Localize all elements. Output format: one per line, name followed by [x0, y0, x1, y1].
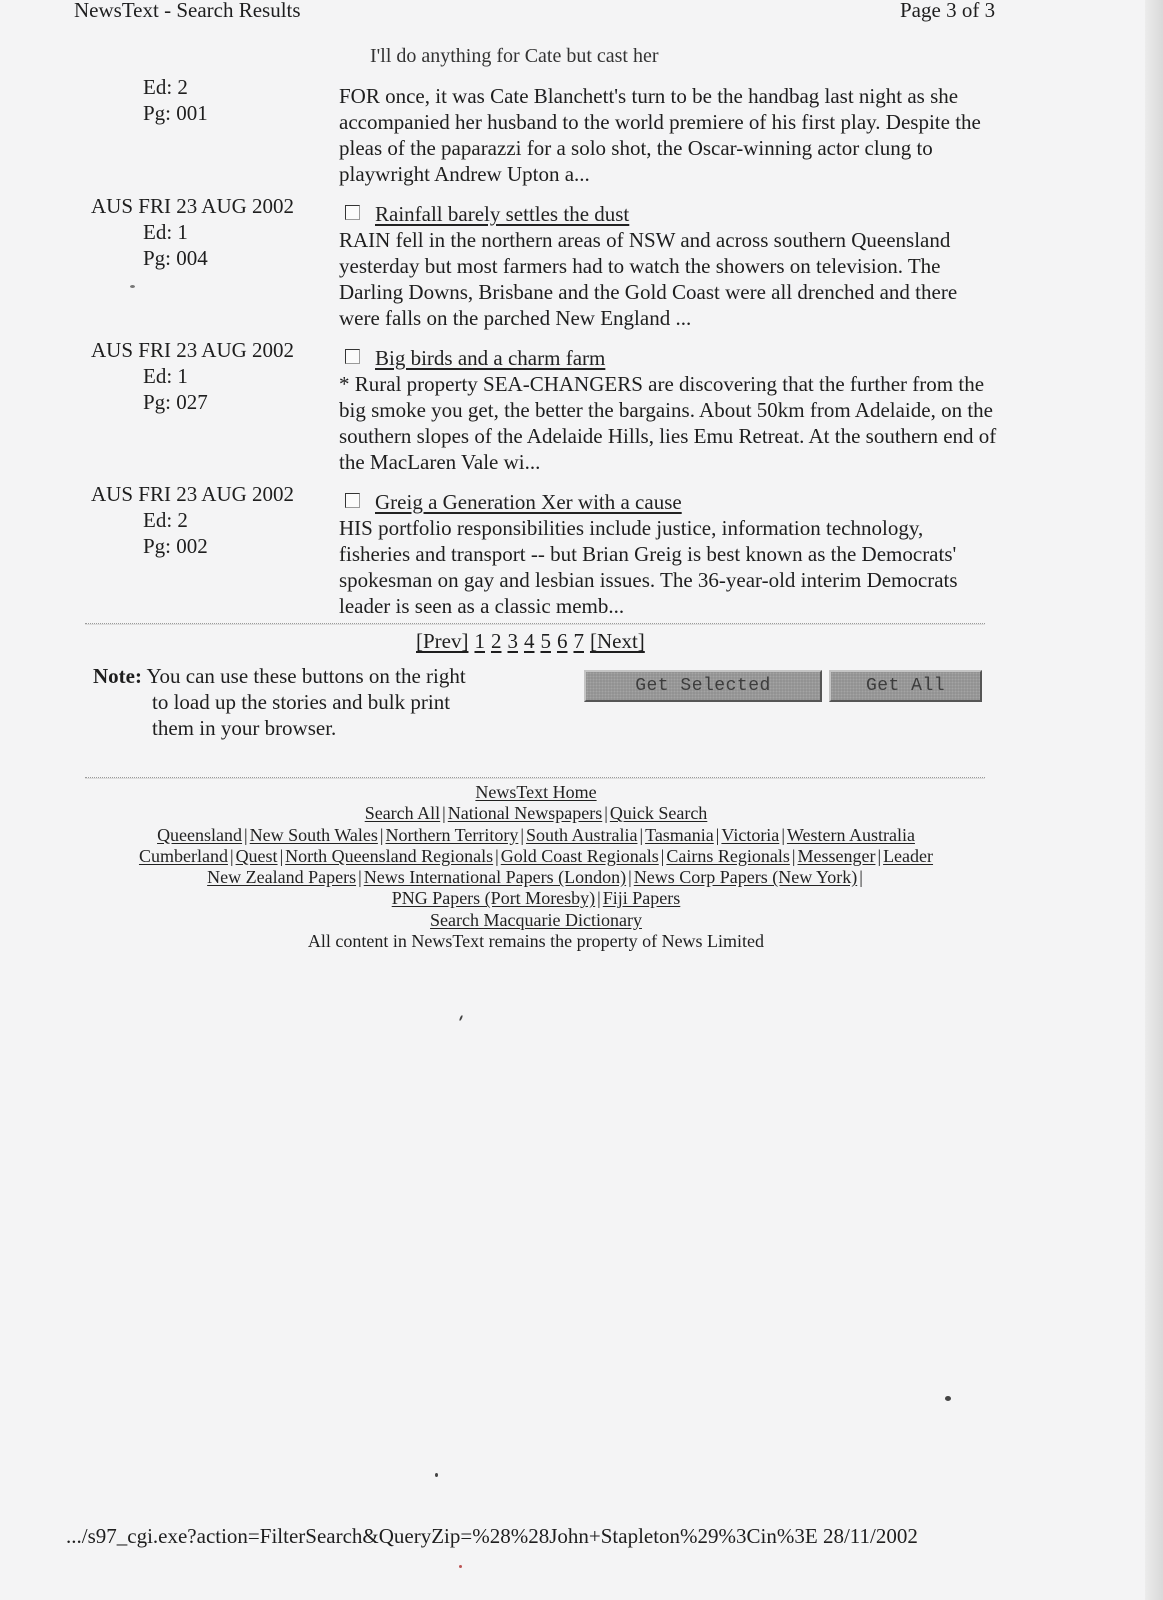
footer-link-leader[interactable]: Leader — [883, 845, 934, 866]
result-title-link[interactable]: Big birds and a charm farm — [375, 346, 606, 370]
footer-link-nsw[interactable]: New South Wales — [249, 824, 378, 845]
note-text-line1: You can use these buttons on the right — [146, 664, 466, 688]
footer-link-search-all[interactable]: Search All — [364, 803, 441, 824]
site-footer: NewsText Home Search All | National Newspapers | Quick Search Queensland | New South Wales | Northern Territory | South Australia | Tasmania | Victoria | Western Australia Cumberland | Quest | North Queensland Regionals | Gold Coast Regionals | Cairns Regionals | Messenger | Leader New Zealand Papers | News International Papers (London) | News Corp Papers (New York) | PNG Papers (Port Moresby) | Fiji Papers Search Macquarie Dictionary All content in NewsText remains the property of News Limited — [80, 782, 992, 952]
result-edition: Ed: 2 — [143, 508, 188, 532]
pager-page-link[interactable]: 2 — [490, 629, 502, 653]
footer-divider — [85, 777, 985, 779]
result-select-checkbox[interactable] — [345, 493, 360, 508]
result-item-2 — [339, 345, 999, 475]
print-footer-url: .../s97_cgi.exe?action=FilterSearch&QueryZip=%28%28John+Stapleton%29%3Cin%3E 28/11/2002 — [66, 1524, 918, 1548]
footer-link-news-international[interactable]: News International Papers (London) — [363, 867, 627, 888]
footer-link-gold-coast-regionals[interactable]: Gold Coast Regionals — [500, 845, 659, 866]
result-date: AUS FRI 23 AUG 2002 — [91, 194, 295, 218]
cut-off-result-title: I'll do anything for Cate but cast her — [370, 45, 659, 67]
result-select-checkbox[interactable] — [345, 205, 360, 220]
footer-link-fiji-papers[interactable]: Fiji Papers — [602, 888, 681, 909]
note-text-line2: to load up the stories and bulk print — [152, 690, 451, 714]
footer-link-messenger[interactable]: Messenger — [797, 845, 876, 866]
footer-link-tasmania[interactable]: Tasmania — [645, 824, 714, 845]
result-edition: Ed: 1 — [143, 220, 188, 244]
get-selected-button[interactable]: Get Selected — [584, 670, 822, 702]
pager-page-link[interactable]: 3 — [507, 629, 518, 653]
footer-link-quest[interactable]: Quest — [235, 845, 278, 866]
footer-link-nt[interactable]: Northern Territory — [385, 824, 519, 845]
result-item-0 — [339, 83, 999, 187]
scan-speck — [459, 1565, 462, 1568]
bulk-print-note — [93, 663, 523, 741]
footer-link-quick-search[interactable]: Quick Search — [609, 803, 708, 824]
result-snippet: RAIN fell in the northern areas of NSW and across southern Queensland yesterday but most farmers had to watch the showers on television. The Darling Downs, Brisbane and the Gold Coast were all drenched and there were falls on the parched New England ... — [339, 228, 958, 330]
result-meta-1 — [91, 193, 294, 271]
footer-link-victoria[interactable]: Victoria — [721, 824, 780, 845]
result-edition: Ed: 1 — [143, 364, 188, 388]
footer-link-nz-papers[interactable]: New Zealand Papers — [207, 867, 357, 888]
result-page: Pg: 027 — [143, 390, 208, 414]
scan-speck — [435, 1473, 438, 1477]
footer-link-sa[interactable]: South Australia — [525, 824, 638, 845]
pager-page-link[interactable]: 4 — [523, 629, 535, 653]
result-date: AUS FRI 23 AUG 2002 — [91, 338, 295, 362]
result-page: Pg: 004 — [143, 246, 208, 270]
pager-prev-link[interactable]: [Prev] — [416, 629, 469, 653]
print-header-page-number: Page 3 of 3 — [900, 0, 996, 22]
footer-link-macquarie-dictionary[interactable]: Search Macquarie Dictionary — [430, 909, 642, 930]
scan-speck — [130, 285, 135, 288]
result-page: Pg: 002 — [143, 534, 208, 558]
footer-link-cumberland[interactable]: Cumberland — [138, 845, 228, 866]
result-snippet: HIS portfolio responsibilities include justice, information technology, fisheries and transport -- but Brian Greig is best known as the Democrats' spokesman on gay and lesbian issues. The 36-year-old interim Democrats leader is seen as a classic memb... — [339, 516, 958, 618]
results-divider — [85, 623, 985, 625]
result-page: Pg: 001 — [143, 101, 208, 125]
pager-page-link[interactable]: 7 — [573, 629, 584, 653]
note-label: Note: — [93, 664, 142, 688]
result-date: AUS FRI 23 AUG 2002 — [91, 482, 295, 506]
pager-page-link[interactable]: 6 — [556, 629, 568, 653]
result-meta-0 — [91, 74, 208, 126]
footer-link-national[interactable]: National Newspapers — [447, 803, 603, 824]
get-all-button[interactable]: Get All — [829, 670, 982, 702]
footer-link-cairns-regionals[interactable]: Cairns Regionals — [666, 845, 790, 866]
pager-page-link[interactable]: 1 — [474, 629, 485, 653]
note-text-line3: them in your browser. — [152, 716, 337, 740]
result-title-link[interactable]: Greig a Generation Xer with a cause — [375, 490, 682, 514]
footer-link-home[interactable]: NewsText Home — [475, 782, 597, 802]
footer-link-wa[interactable]: Western Australia — [786, 824, 915, 845]
result-item-3 — [339, 489, 999, 619]
result-snippet: * Rural property SEA-CHANGERS are discovering that the further from the big smoke you get, the better the bargains. About 50km from Adelaide, on the southern slopes of the Adelaide Hills, lies Emu Retreat. At the southern end of the MacLaren Vale wi... — [339, 372, 997, 474]
pager-page-link[interactable]: 5 — [540, 629, 551, 653]
pagination — [416, 629, 645, 654]
result-edition: Ed: 2 — [143, 75, 188, 99]
footer-link-queensland[interactable]: Queensland — [157, 824, 243, 845]
footer-link-nq-regionals[interactable]: North Queensland Regionals — [285, 845, 494, 866]
result-meta-3 — [91, 481, 294, 559]
footer-link-png-papers[interactable]: PNG Papers (Port Moresby) — [391, 888, 596, 909]
print-header-title: NewsText - Search Results — [74, 0, 301, 22]
result-snippet: FOR once, it was Cate Blanchett's turn to be the handbag last night as she accompanied her husband to the world premiere of his first play. Despite the pleas of the paparazzi for a solo shot, the Oscar-winning actor clung to playwright Andrew Upton a... — [339, 84, 981, 186]
scan-speck — [945, 1396, 951, 1401]
result-select-checkbox[interactable] — [345, 349, 360, 364]
footer-link-news-corp[interactable]: News Corp Papers (New York) — [633, 867, 858, 888]
result-meta-2 — [91, 337, 294, 415]
result-title-link[interactable]: Rainfall barely settles the dust — [375, 202, 630, 226]
result-item-1 — [339, 201, 999, 331]
page-edge-shadow — [1145, 0, 1163, 1600]
pager-next-link[interactable]: [Next] — [589, 629, 645, 653]
footer-copyright: All content in NewsText remains the property of News Limited — [307, 931, 765, 952]
